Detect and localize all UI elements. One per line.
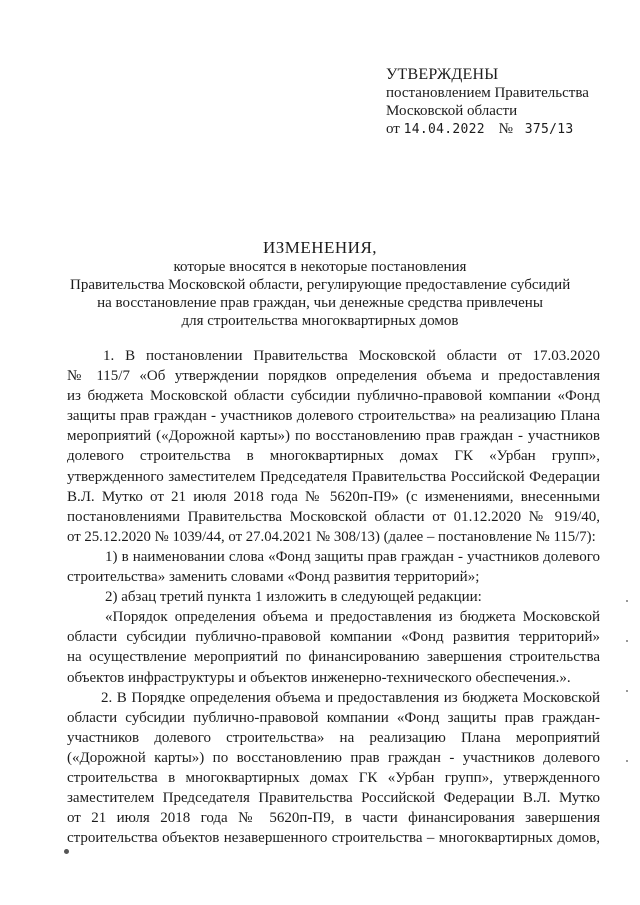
title-line: которые вносятся в некоторые постановления <box>173 259 467 275</box>
paragraph-2-line: области субсидии публично-правовой компании «Фонд защиты прав граждан- <box>67 709 600 726</box>
document-body <box>67 346 600 848</box>
quote-line: «Порядок определения объема и предоставления из бюджета Московской <box>105 609 600 626</box>
paragraph-2-line: заместителем Председателя Правительства Российской Федерации В.Л. Мутко <box>67 790 600 807</box>
approval-heading: УТВЕРЖДЕНЫ <box>386 66 499 83</box>
scan-artifact <box>626 600 628 602</box>
subitem-1-line: строительства» заменить словами «Фонд развития территорий»; <box>67 569 480 586</box>
title-line: для строительства многоквартирных домов <box>181 313 459 329</box>
document-title <box>70 239 570 330</box>
approval-date-prefix: от <box>386 121 400 137</box>
quote-line: объектов инфраструктуры и объектов инженерно-технического обеспечения.». <box>67 669 571 686</box>
subitem-2-line: 2) абзац третий пункта 1 изложить в следующей редакции: <box>105 589 482 606</box>
paragraph-1-line: утвержденного заместителем Председателя Правительства Российской Федерации <box>67 468 600 485</box>
title-line: на восстановление прав граждан, чьи денежные средства привлечены <box>97 295 543 311</box>
paragraph-2-line: участников долевого строительства» на реализацию Плана мероприятий <box>67 729 600 746</box>
paragraph-1-line: от 25.12.2020 № 1039/44, от 27.04.2021 № 308/13) (далее – постановление № 115/7): <box>67 528 596 545</box>
paragraph-1-line: защиты прав граждан - участников долевого строительства» на реализацию Плана <box>67 408 600 425</box>
approval-date-line <box>386 120 626 139</box>
scan-artifact <box>626 640 628 642</box>
approval-number-value: 375/13 <box>524 122 574 137</box>
paragraph-2-line: строительства в многоквартирных домах ГК «Урбан групп», утвержденного <box>67 769 600 786</box>
subitem-1-line: 1) в наименовании слова «Фонд защиты прав граждан - участников долевого <box>105 548 600 565</box>
paragraph-1-line: 1. В постановлении Правительства Московской области от 17.03.2020 <box>103 348 600 364</box>
paragraph-2-line: 2. В Порядке определения объема и предоставления из бюджета Московской <box>101 689 600 706</box>
paragraph-1-line: долевого строительства в многоквартирных домах ГК «Урбан групп», <box>67 448 600 465</box>
paragraph-1-line: из бюджета Московской области субсидии публично-правовой компании «Фонд <box>67 388 600 405</box>
approval-date-value: 14.04.2022 <box>403 122 485 137</box>
approval-line-1: постановлением Правительства <box>386 85 589 101</box>
paragraph-2-line: строительства объектов незавершенного строительства – многоквартирных домов, <box>67 830 600 847</box>
paragraph-1-line: мероприятий («Дорожной карты») по восстановлению прав граждан - участников <box>67 428 600 445</box>
paragraph-2-line: от 21 июля 2018 года № 5620п-П9, в части финансирования завершения <box>67 810 600 827</box>
scan-artifact <box>64 849 69 854</box>
scan-artifact <box>626 690 628 692</box>
title-line: Правительства Московской области, регулирующие предоставление субсидий <box>70 277 571 293</box>
paragraph-1-line: № 115/7 «Об утверждении порядков определения объема и предоставления <box>67 368 600 385</box>
title-main: ИЗМЕНЕНИЯ, <box>262 238 378 257</box>
scan-artifact <box>626 760 628 762</box>
quote-line: области субсидии публично-правовой компании «Фонд развития территорий» <box>67 629 600 646</box>
quote-line: на осуществление мероприятий по финансированию завершения строительства <box>67 649 600 666</box>
paragraph-1-line: В.Л. Мутко от 21 июля 2018 года № 5620п-П9» (с изменениями, внесенными <box>67 488 600 505</box>
approval-number-sign: № <box>498 121 513 137</box>
approval-line-2: Московской области <box>386 103 518 119</box>
approval-stamp <box>386 66 626 139</box>
paragraph-1-line: постановлениями Правительства Московской области от 01.12.2020 № 919/40, <box>67 508 600 525</box>
paragraph-2-line: («Дорожной карты») по восстановлению прав граждан - участников долевого <box>67 749 600 766</box>
